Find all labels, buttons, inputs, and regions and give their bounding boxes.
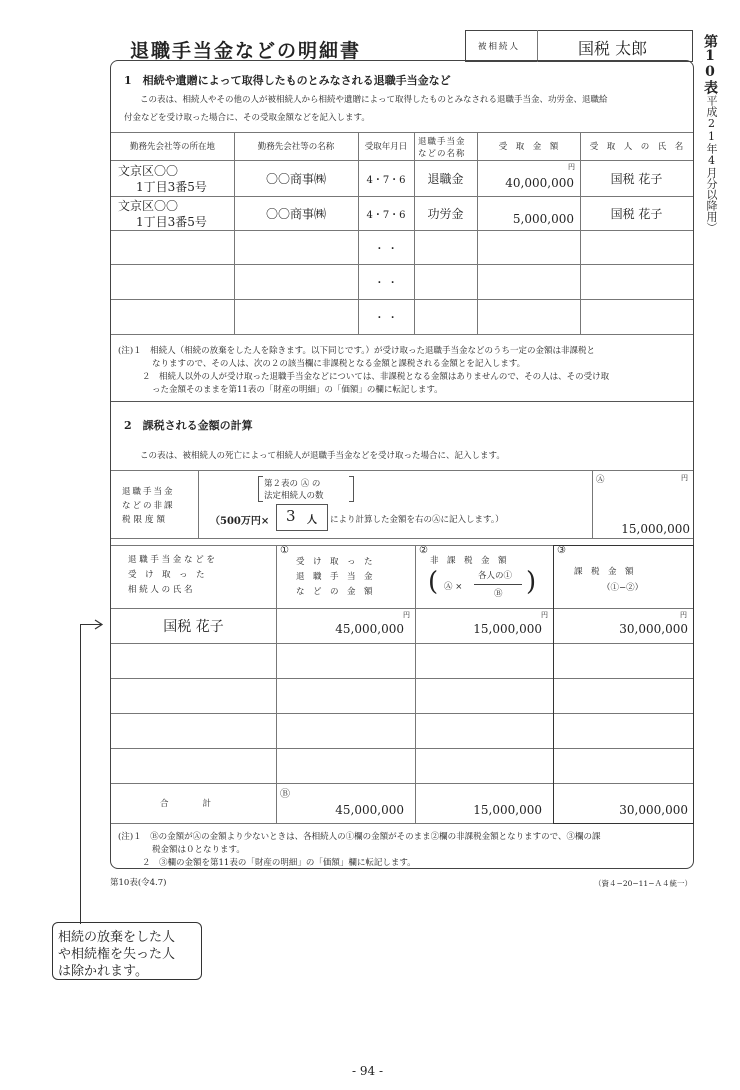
s2-col3-1: 課 税 金 額 [574,567,634,577]
s1-note1b: なりますので、その人は、次の２の該当欄に非課税となる金額と課税される金額とを記入します。 [152,359,526,369]
s1-row2-date: 4・7・6 [366,209,406,221]
s2-heirs-box [276,504,328,531]
s1-col-line [477,132,478,334]
s2-col1-1: 受 け 取 っ た [296,557,373,567]
s2-limit-divider [592,470,593,538]
s2-row1-received: 45,000,000 [335,622,404,636]
s2-total-mark: Ⓑ [280,789,290,800]
s2-col1-2: 退 職 手 当 金 [296,572,373,582]
s1-row4-date: ・ ・ [374,278,398,289]
s1-row5-date: ・ ・ [374,313,398,324]
s1-note2a: ２ 相続人以外の人が受け取った退職手当金などについては、非課税となる金額はありませんので、その人は、その受け取 [142,372,610,382]
s2-col3-2: （①−②） [602,583,644,593]
s2-col1-3: な ど の 金 額 [296,587,373,597]
s2-col-line [276,545,277,823]
s1-row2-amount: 5,000,000 [512,212,574,226]
section2-desc: この表は、被相続人の死亡によって相続人が退職手当金などを受け取った場合に、記入します。 [140,451,505,461]
s1-row1-recipient: 国税 花子 [610,171,663,186]
s1-note1a: (注)１ 相続人（相続の放棄をした人を除きます。以下同じです。）が受け取った退職手当金などのうち一定の金額は非課税と [118,346,596,356]
s2-col2-paren-left: ( [428,567,439,597]
s1-table-bottom [111,334,693,335]
s2-bracket-1: 第２表の Ⓐ の [264,479,321,489]
s1-row1-address1: 文京区〇〇 [118,164,179,178]
form-footer-left: 第10表(令4.7) [110,878,167,888]
s2-heirs-count: 3 [286,507,296,525]
annotation-arrow-line [80,624,81,924]
section-divider [111,401,693,402]
s1-header-type-2: などの名称 [418,149,466,159]
s2-yen-col2: 円 [541,611,548,619]
s2-bracket-2: 法定相続人の数 [264,491,324,501]
s2-col1-mark: ① [280,545,289,556]
s2-col-line [415,545,416,823]
s2-formula-prefix: （500万円× [210,516,270,527]
s1-row1-date: 4・7・6 [366,174,406,186]
s2-col2-frac-top: 各人の① [478,571,513,581]
s1-row2-type: 功労金 [427,206,464,221]
page-number: - 94 - [352,1064,384,1078]
s1-header-type-1: 退職手当金 [418,137,466,147]
s2-col2-frac-line [474,584,522,585]
s2-formula-suffix: により計算した金額を右のⒶに記入します。） [330,515,504,525]
arrow-right-icon [94,619,104,630]
s1-note2b: った金額そのままを第11表の「財産の明細」の「価額」の欄に転記します。 [152,385,443,395]
s1-header-amount: 受 取 金 額 [498,142,559,152]
s2-col2-mark: ② [419,545,428,556]
s2-row1-name: 国税 花子 [163,618,224,635]
deceased-name: 国税 太郎 [578,39,648,58]
s1-row1-address2: 1丁目3番5号 [136,180,207,194]
s1-row2-address2: 1丁目3番5号 [136,215,207,229]
s2-colname-2: 受 け 取 っ た [128,570,205,580]
s2-colname-1: 退 職 手 当 金 な ど を [128,555,215,565]
s1-row1-type: 退職金 [427,171,464,186]
s1-row1-amount: 40,000,000 [505,176,574,190]
s2-yen-col3: 円 [680,611,687,619]
s2-col2-frac-bottom: Ⓑ [494,589,503,599]
section1-heading: 1 相続や遺贈によって取得したものとみなされる退職手当金など [124,74,451,87]
s2-row1-nontax: 15,000,000 [473,622,542,636]
s2-bracket-left [258,476,263,502]
s2-limit-amount: 15,000,000 [621,522,690,536]
annotation-line-3: は除かれます。 [58,964,148,979]
s2-limit-bottom [111,538,693,539]
s2-col2-paren-right: ) [526,567,537,597]
s2-total-label: 合 計 [160,799,212,809]
s2-heirs-unit: 人 [307,515,317,526]
s2-limit-label-1: 退職手当金 [122,487,175,497]
s2-note2: ２ ③欄の金額を第11表の「財産の明細」の「価額」欄に転記します。 [142,858,416,868]
s2-limit-label-3: 税限度額 [122,515,169,525]
s2-bracket-right [349,476,354,502]
form-side-note: （平成21年4月分以降用） [705,84,718,233]
s2-limit-divider [198,470,199,538]
s1-header-address: 勤務先会社等の所在地 [129,142,215,152]
form-title: 退職手当金などの明細書 [130,40,362,62]
form-side-label: 第10表 [702,34,718,94]
s1-row2-company: 〇〇商事㈱ [265,206,326,221]
s2-box-a-mark: Ⓐ [596,475,605,485]
s2-col2-frac-left: Ⓐ × [444,582,463,592]
s1-row2-recipient: 国税 花子 [610,206,663,221]
s1-yen-unit: 円 [568,163,575,171]
s2-note1b: 税金額は０となります。 [152,845,245,855]
section1-desc-1: この表は、相続人やその他の人が被相続人から相続や遺贈によって取得したものとみなされる退職手当金、功労金、退職給 [140,95,608,105]
s2-limit-label-2: などの非課 [122,501,175,511]
section1-desc-2: 付金などを受け取った場合に、その受取金額などを記入します。 [124,113,370,123]
s2-row1-taxable: 30,000,000 [619,622,688,636]
section2-heading: 2 課税される金額の計算 [124,419,253,432]
s2-total-nontax: 15,000,000 [473,803,542,817]
s1-header-recipient: 受 取 人 の 氏 名 [589,142,684,152]
deceased-label: 被相続人 [478,42,521,52]
annotation-line-1: 相続の放棄をした人 [58,930,176,945]
s2-total-received: 45,000,000 [335,803,404,817]
s1-row2-address1: 文京区〇〇 [118,199,179,213]
s1-header-date: 受取年月日 [364,142,408,152]
s1-row1-company: 〇〇商事㈱ [265,171,326,186]
annotation-line-2: や相続権を失った人 [58,947,176,962]
s1-header-company: 勤務先会社等の名称 [257,142,335,152]
deceased-divider [537,30,538,62]
s2-yen-col1: 円 [403,611,410,619]
s2-col3-mark: ③ [557,545,566,556]
s2-note1a: (注)１ Ⓑの金額がⒶの金額より少ないときは、各相続人の①欄の金額がそのまま②欄の非課税金額となりますので、③欄の課 [118,832,601,842]
s2-colname-3: 相 続 人 の 氏 名 [128,585,193,595]
s1-row3-date: ・ ・ [374,243,398,255]
form-footer-right: （資４−20−11−Ａ４統一） [594,879,692,888]
s2-total-taxable: 30,000,000 [619,803,688,817]
s2-col2-1: 非 課 税 金 額 [430,556,507,566]
s2-box-a-yen: 円 [681,474,688,482]
